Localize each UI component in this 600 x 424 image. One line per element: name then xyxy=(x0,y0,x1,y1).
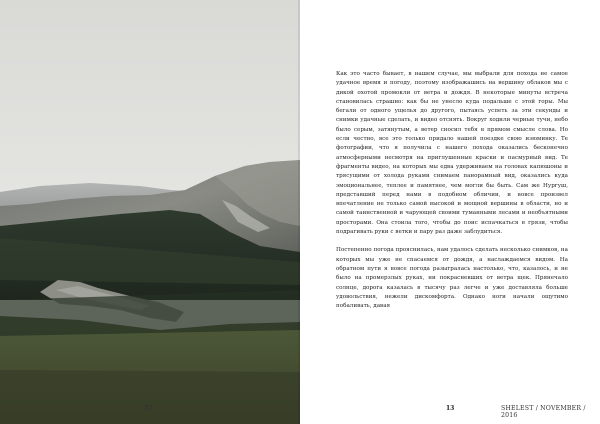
left-page-number: 12 xyxy=(144,405,153,412)
right-page-number: 13 xyxy=(446,405,455,412)
paragraph: Постепенно погода прояснилась, нам удалось сделать несколько снимков, на которых мы уже не спасаемся от дождя, а наслаждаемся видом. На обратном пути я вовсе погода разыгралась настолько, что, казалось, и не было на промерзлых руках, ни покрасневших от ветра щек. Прянечало солнце, дорога казалась в тысячу раз легче и уже доставляла больше удовольствия, нежели дискомфорта. Однако ноги начали ощутимо побаливать, давая xyxy=(336,247,568,310)
paragraph: Как это часто бывает, в нашем случае, мы выбрали для похода не самое удачное время и погоду, поэтому изображашись на вершину облаков мы с дикой охотой промокли от ветра и дождя. В некоторые минуты встреча становилась страшно: как бы не унесло куда подальше с этой горы. Мы бегали от одного ущелья до другого, пытаясь успеть за эти секунды и снимки удачные сделать, и видео отснять. Вокруг ходили черные тучи, небо было серым, затянутым, а ветер сносил тебя в прямом смысле слова. Но если честно, все это только придало нашей поездке свою изюминку. Те фотографии, что я получила с нашего похода оказались бесконечно атмосферными несмотря на приглушенные краски и пасмурный вид. Те фрагменты видео, на которых мы едва удерживаем на головах капюшоны и трясущими от холода руками снимаем панорамный вид, оказались куда эмоциональнее, теплее и памятнее, чем могли бы быть. Сам же Нургуш, представший перед нами в подобном обличии, и вовсе произвел впечатление не только самой высокой и мощной вершины в области, но и самой таинственной и чарующей своими туманными лесами и необъятными просторами. Она стоила того, чтобы до поис испачкаться в грязи, чтобы подрагивать руки с ветки и пару раз даже заблудиться. xyxy=(336,71,568,236)
article-body xyxy=(336,70,568,311)
right-page xyxy=(300,0,600,424)
magazine-footer: SHELEST / NOVEMBER / 2016 xyxy=(501,405,586,419)
